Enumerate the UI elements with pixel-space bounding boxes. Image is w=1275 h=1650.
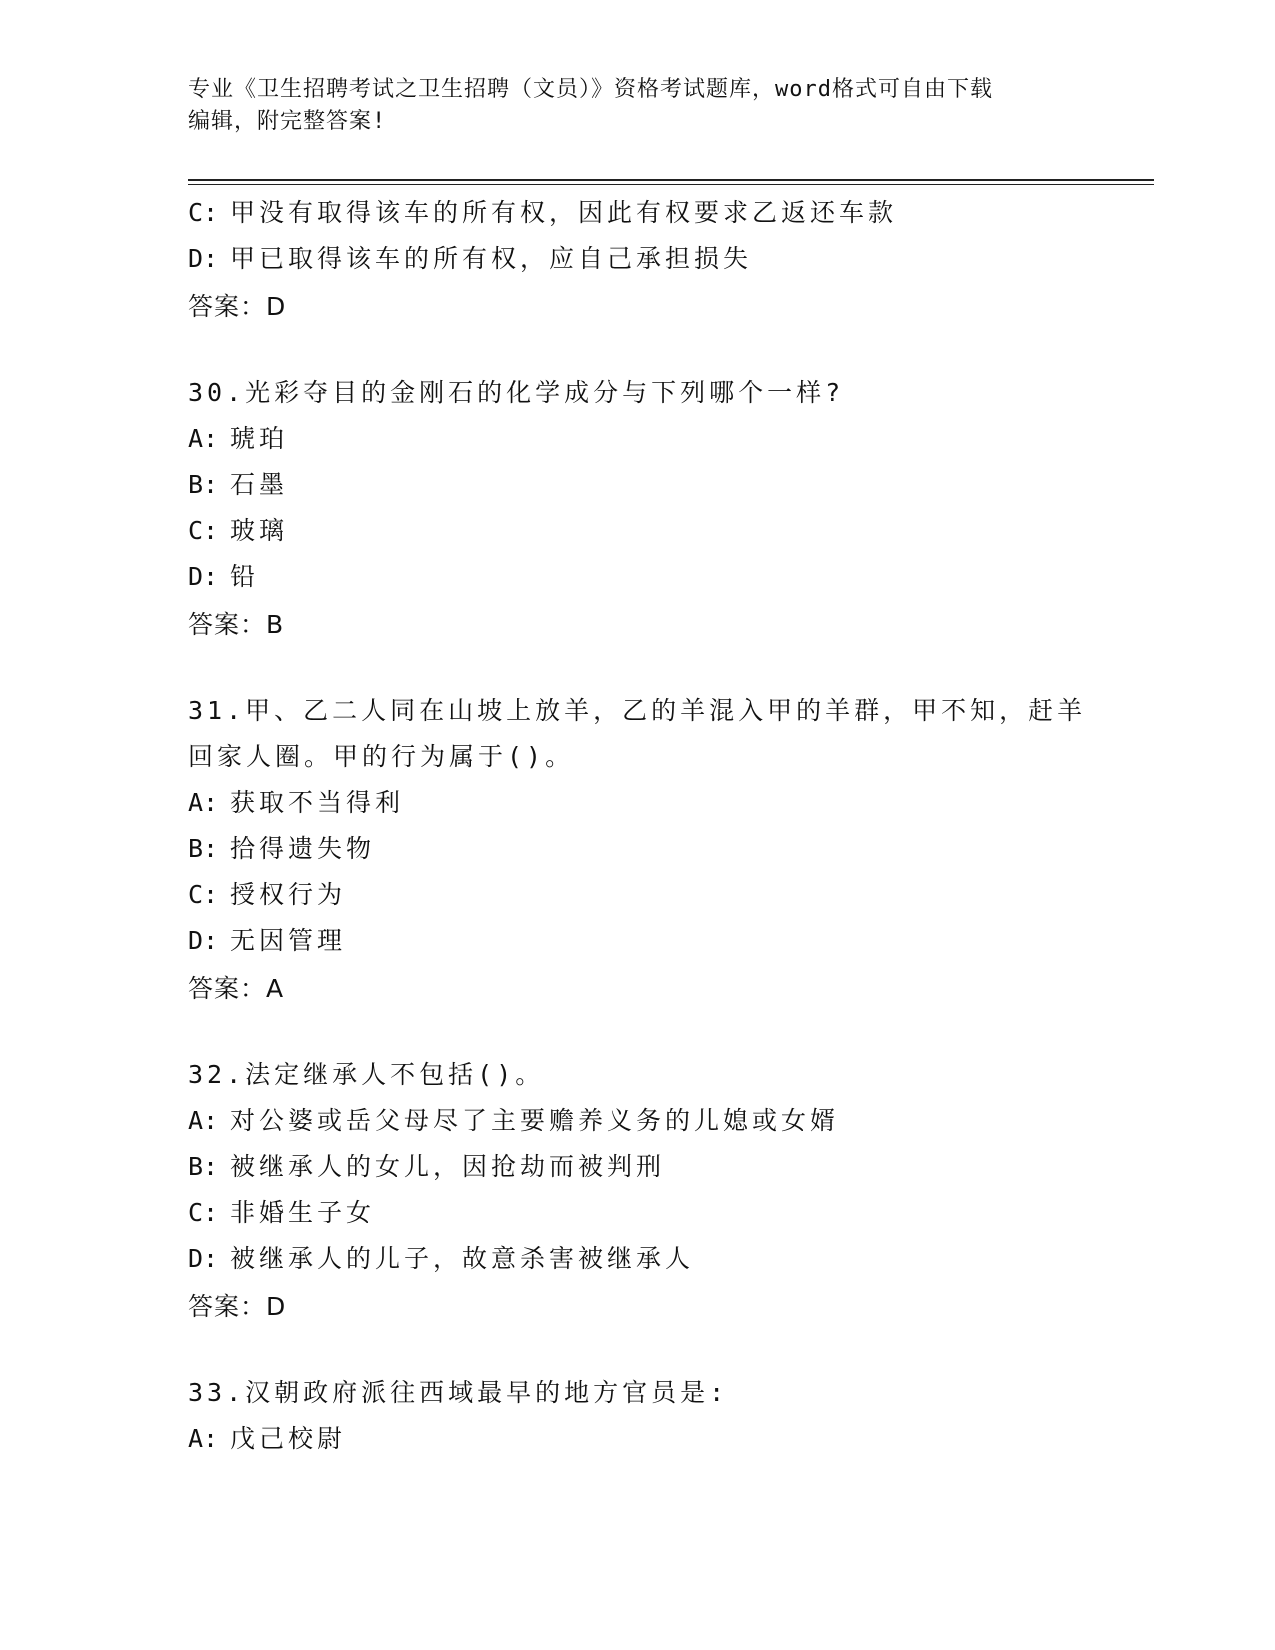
header-divider-thin xyxy=(188,184,1154,185)
option-text: 甲没有取得该车的所有权，因此有权要求乙返还车款 xyxy=(230,198,898,227)
option-a xyxy=(188,1098,1088,1144)
answer: 答案：D xyxy=(188,1292,287,1321)
question-30 xyxy=(188,370,1088,646)
option-c xyxy=(188,1190,1088,1236)
header-line-2: 编辑，附完整答案! xyxy=(188,109,387,134)
option-text: 琥珀 xyxy=(230,424,289,453)
option-text: 石墨 xyxy=(230,470,289,499)
option-letter: D: xyxy=(188,1244,219,1273)
option-text: 无因管理 xyxy=(230,926,347,955)
option-text: 获取不当得利 xyxy=(230,788,405,817)
option-letter: D: xyxy=(188,244,219,273)
question-31 xyxy=(188,688,1088,1010)
answer: 答案：B xyxy=(188,610,285,639)
option-a xyxy=(188,780,1088,826)
option-text: 非婚生子女 xyxy=(230,1198,376,1227)
option-letter: C: xyxy=(188,1198,219,1227)
question-stem: 30.光彩夺目的金刚石的化学成分与下列哪个一样? xyxy=(188,378,845,407)
option-text: 被继承人的女儿，因抢劫而被判刑 xyxy=(230,1152,666,1181)
option-text: 对公婆或岳父母尽了主要赡养义务的儿媳或女婿 xyxy=(230,1106,840,1135)
question-29-tail xyxy=(188,190,1088,328)
option-a xyxy=(188,1416,1088,1462)
option-text: 玻璃 xyxy=(230,516,289,545)
header-line-1: 专业《卫生招聘考试之卫生招聘（文员）》资格考试题库，word格式可自由下载 xyxy=(188,77,993,102)
answer: 答案：A xyxy=(188,974,285,1003)
option-b xyxy=(188,462,1088,508)
option-letter: A: xyxy=(188,788,219,817)
option-text: 铅 xyxy=(230,562,260,591)
option-c xyxy=(188,190,1088,236)
header-divider xyxy=(188,179,1154,181)
question-33 xyxy=(188,1370,1088,1462)
option-c xyxy=(188,872,1088,918)
question-stem-continued: 回家人圈。甲的行为属于()。 xyxy=(188,742,575,771)
option-letter: C: xyxy=(188,516,219,545)
option-letter: D: xyxy=(188,562,219,591)
option-text: 授权行为 xyxy=(230,880,347,909)
option-letter: B: xyxy=(188,470,219,499)
question-32 xyxy=(188,1052,1088,1328)
option-d xyxy=(188,554,1088,600)
option-letter: B: xyxy=(188,834,219,863)
option-text: 拾得遗失物 xyxy=(230,834,376,863)
option-letter: D: xyxy=(188,926,219,955)
question-stem: 32.法定继承人不包括()。 xyxy=(188,1060,545,1089)
option-letter: C: xyxy=(188,880,219,909)
option-d xyxy=(188,918,1088,964)
option-b xyxy=(188,826,1088,872)
option-b xyxy=(188,1144,1088,1190)
document-header xyxy=(188,74,1088,138)
option-text: 被继承人的儿子，故意杀害被继承人 xyxy=(230,1244,695,1273)
answer: 答案：D xyxy=(188,292,287,321)
question-stem: 31.甲、乙二人同在山坡上放羊，乙的羊混入甲的羊群，甲不知，赶羊 xyxy=(188,696,1087,725)
option-d xyxy=(188,1236,1088,1282)
option-a xyxy=(188,416,1088,462)
option-letter: C: xyxy=(188,198,219,227)
option-text: 戊己校尉 xyxy=(230,1424,347,1453)
option-text: 甲已取得该车的所有权，应自己承担损失 xyxy=(230,244,753,273)
option-c xyxy=(188,508,1088,554)
option-d xyxy=(188,236,1088,282)
option-letter: A: xyxy=(188,1424,219,1453)
option-letter: B: xyxy=(188,1152,219,1181)
question-list xyxy=(188,190,1088,1462)
option-letter: A: xyxy=(188,1106,219,1135)
option-letter: A: xyxy=(188,424,219,453)
question-stem: 33.汉朝政府派往西域最早的地方官员是: xyxy=(188,1378,729,1407)
